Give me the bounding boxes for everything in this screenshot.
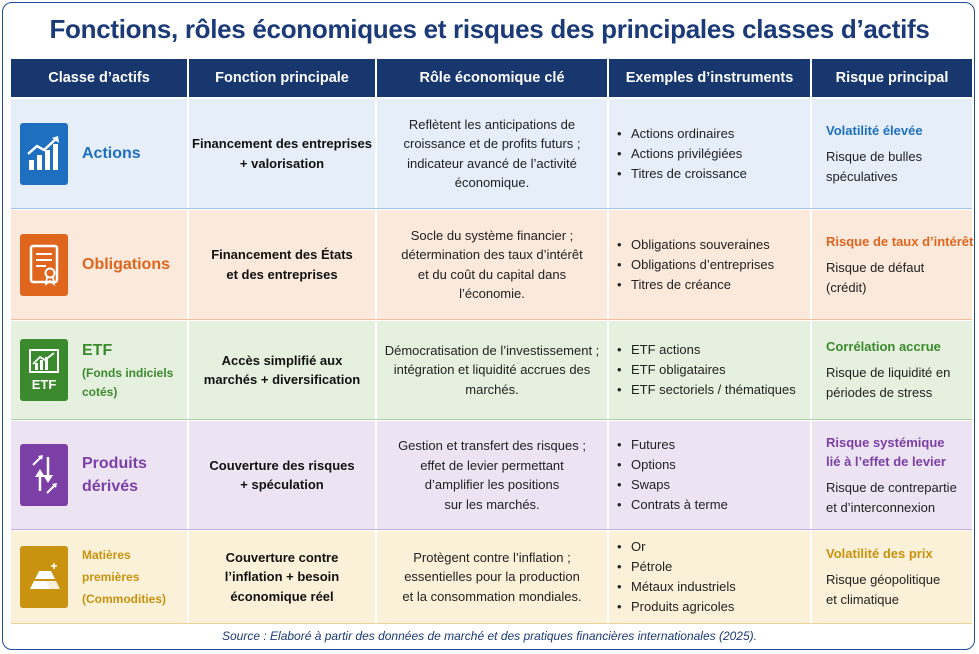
main-risk-cell bbox=[812, 210, 979, 319]
arrows-icon bbox=[20, 444, 68, 506]
main-function-text: Financement des entreprises + valorisation bbox=[192, 136, 372, 171]
asset-class-name: Obligations bbox=[82, 256, 170, 273]
main-function-cell bbox=[189, 210, 375, 319]
main-risk-cell bbox=[812, 531, 979, 623]
asset-class-name: Produits dérivés bbox=[82, 455, 147, 495]
asset-class-name-group bbox=[82, 339, 173, 402]
page-title: Fonctions, rôles économiques et risques des principales classes d’actifs bbox=[49, 14, 930, 44]
economic-role-text: Protègent contre l’inflation ; essentielles pour la production et la consommation mondiales. bbox=[402, 549, 582, 604]
main-risk-label: Risque de taux d’intérêt bbox=[826, 233, 974, 249]
header-economic-role: Rôle économique clé bbox=[377, 59, 607, 97]
instrument-item: • Titres de croissance bbox=[631, 164, 747, 184]
etf-chart-icon bbox=[20, 339, 68, 401]
main-risk-cell bbox=[812, 99, 979, 208]
economic-role-cell bbox=[377, 210, 607, 319]
gold-bars-icon bbox=[20, 546, 68, 608]
certificate-icon bbox=[20, 234, 68, 296]
main-function-text: Couverture des risques + spéculation bbox=[209, 457, 355, 492]
instrument-item: • Actions privilégiées bbox=[631, 144, 747, 164]
asset-class-cell bbox=[11, 210, 187, 319]
table-row bbox=[11, 531, 972, 624]
asset-class-name: ETF bbox=[82, 341, 113, 359]
economic-role-text: Reflètent les anticipations de croissance et de profits futurs ; indicateur avancé de l’activité économique. bbox=[403, 116, 581, 190]
asset-class-cell bbox=[11, 99, 187, 208]
table-row bbox=[11, 99, 972, 209]
header-main-risk: Risque principal bbox=[812, 59, 972, 97]
instrument-examples-cell bbox=[609, 421, 810, 529]
risk-detail: Risque de bulles spéculatives bbox=[826, 148, 923, 184]
instrument-item: • Produits agricoles bbox=[631, 597, 736, 617]
header-asset-class: Classe d’actifs bbox=[11, 59, 187, 97]
main-function-text: Accès simplifié aux marchés + diversification bbox=[203, 352, 361, 387]
instrument-item: • ETF obligataires bbox=[631, 360, 796, 380]
risk-detail: Risque de contrepartie et d’interconnexion bbox=[826, 479, 957, 515]
header-main-function: Fonction principale bbox=[189, 59, 375, 97]
asset-class-name: Matières premières (Commodities) bbox=[82, 548, 166, 606]
instrument-item: • Swaps bbox=[631, 475, 728, 495]
source-note: Source : Elaboré à partir des données de marché et des pratiques financières internationales (2025). bbox=[222, 629, 757, 643]
main-function-text: Financement des États et des entreprises bbox=[211, 247, 353, 282]
instrument-item: • Obligations d’entreprises bbox=[631, 255, 774, 275]
instrument-item: • Titres de créance bbox=[631, 275, 774, 295]
asset-class-cell bbox=[11, 531, 187, 623]
instrument-list bbox=[609, 435, 728, 515]
asset-class-cell bbox=[11, 321, 187, 419]
instrument-list bbox=[609, 124, 747, 184]
economic-role-cell bbox=[377, 421, 607, 529]
risk-detail: Risque de défaut (crédit) bbox=[826, 259, 925, 295]
instrument-list bbox=[609, 235, 774, 295]
instrument-list bbox=[609, 340, 796, 400]
instrument-item: • Métaux industriels bbox=[631, 577, 736, 597]
risk-detail: Risque géopolitique et climatique bbox=[826, 572, 941, 607]
instrument-item: • ETF sectoriels / thématiques bbox=[631, 380, 796, 400]
main-risk-label: Corrélation accrue bbox=[826, 339, 941, 354]
instrument-examples-cell bbox=[609, 321, 810, 419]
main-function-text: Couverture contre l’inflation + besoin économique réel bbox=[224, 549, 340, 604]
economic-role-cell bbox=[377, 531, 607, 623]
instrument-item: • Contrats à terme bbox=[631, 495, 728, 515]
header-instrument-examples: Exemples d’instruments bbox=[609, 59, 810, 97]
instrument-item: • Or bbox=[631, 537, 736, 557]
instrument-list bbox=[609, 537, 736, 617]
instrument-examples-cell bbox=[609, 531, 810, 623]
table-row bbox=[11, 321, 972, 420]
instrument-item: • Futures bbox=[631, 435, 728, 455]
main-function-cell bbox=[189, 531, 375, 623]
instrument-item: • Obligations souveraines bbox=[631, 235, 774, 255]
asset-class-name-group bbox=[82, 142, 141, 165]
main-function-cell bbox=[189, 99, 375, 208]
main-risk-label: Volatilité des prix bbox=[826, 546, 933, 561]
economic-role-text: Gestion et transfert des risques ; effet de levier permettant d’amplifier les positions sur les marchés. bbox=[398, 438, 586, 512]
main-risk-label: Risque systémique lié à l’effet de levier bbox=[826, 434, 946, 469]
instrument-item: • ETF actions bbox=[631, 340, 796, 360]
instrument-item: • Pétrole bbox=[631, 557, 736, 577]
asset-class-name-group bbox=[82, 544, 187, 610]
economic-role-text: Socle du système financier ; détermination des taux d’intérêt et du coût du capital dans l’économie. bbox=[401, 227, 583, 301]
table-row bbox=[11, 421, 972, 530]
instrument-examples-cell bbox=[609, 99, 810, 208]
main-risk-cell bbox=[812, 421, 979, 529]
asset-class-name-group bbox=[82, 452, 147, 498]
economic-role-text: Démocratisation de l’investissement ; intégration et liquidité accrues des marchés. bbox=[384, 342, 600, 397]
instrument-examples-cell bbox=[609, 210, 810, 319]
economic-role-cell bbox=[377, 321, 607, 419]
asset-class-name: Actions bbox=[82, 145, 141, 162]
economic-role-cell bbox=[377, 99, 607, 208]
instrument-item: • Actions ordinaires bbox=[631, 124, 747, 144]
svg-text:ETF: ETF bbox=[31, 377, 57, 392]
asset-class-name-group bbox=[82, 253, 170, 276]
asset-class-cell bbox=[11, 421, 187, 529]
main-function-cell bbox=[189, 421, 375, 529]
table-row bbox=[11, 210, 972, 320]
main-risk-cell bbox=[812, 321, 979, 419]
risk-detail: Risque de liquidité en périodes de stress bbox=[826, 365, 951, 400]
main-risk-label: Volatilité élevée bbox=[826, 122, 923, 138]
main-function-cell bbox=[189, 321, 375, 419]
asset-class-subtitle: (Fonds indiciels cotés) bbox=[82, 365, 174, 399]
chart-growth-icon bbox=[20, 123, 68, 185]
instrument-item: • Options bbox=[631, 455, 728, 475]
